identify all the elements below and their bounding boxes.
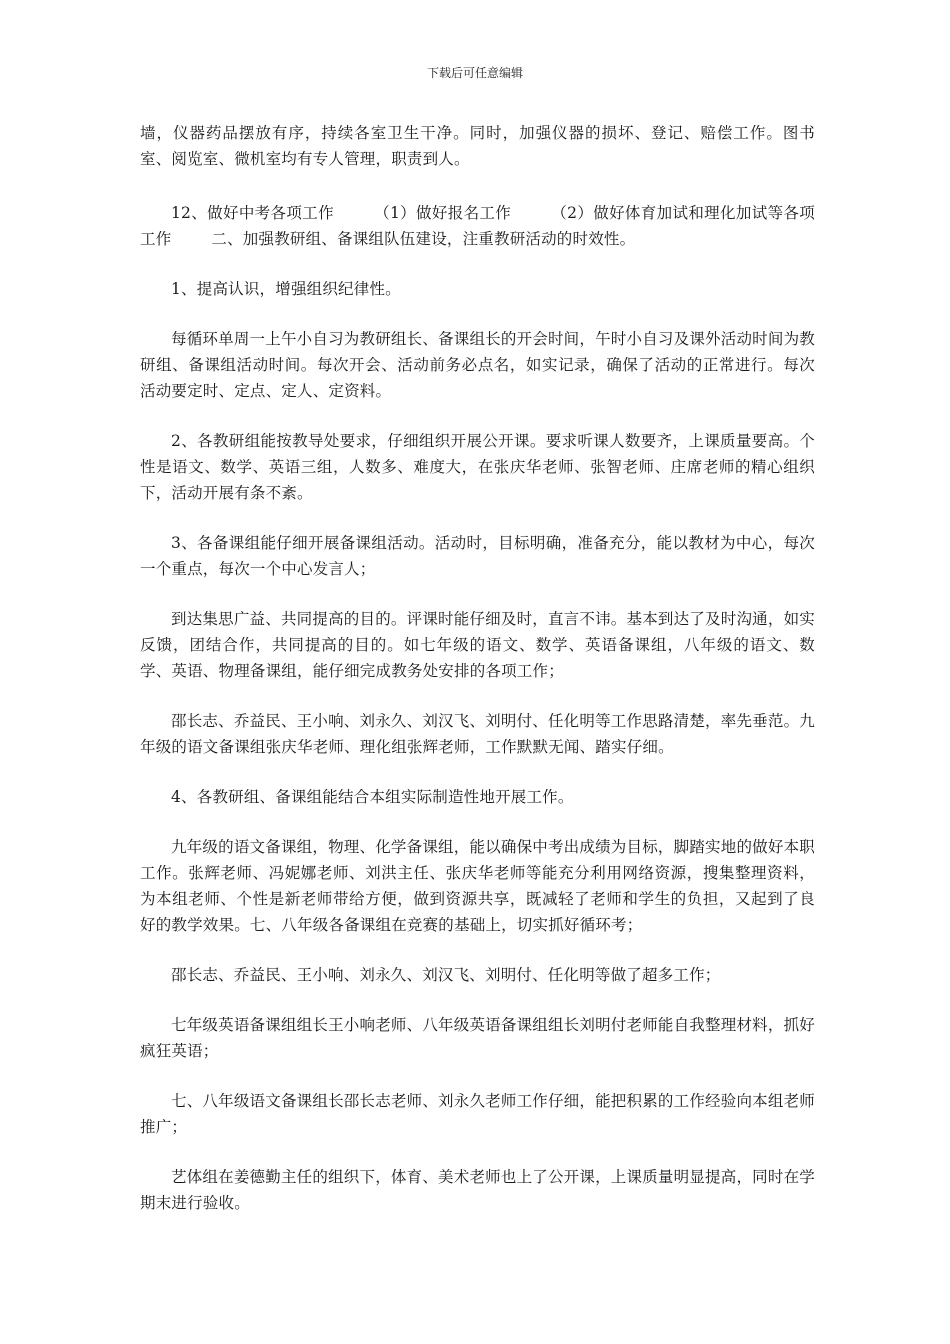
paragraph-meeting-schedule: 每循环单周一上午小自习为教研组长、备课组长的开会时间，午时小自习及课外活动时间为教研组、备课组活动时间。每次开会、活动前务必点名，如实记录，确保了活动的正常进行。每次活动要定时、定点、定人、定资料。 — [140, 330, 815, 400]
paragraph-grade9-groups: 九年级的语文备课组，物理、化学备课组，能以确保中考出成绩为目标，脚踏实地的做好本职工作。张辉老师、冯妮娜老师、刘洪主任、张庆华老师等能充分利用网络资源，搜集整理资料，为本组老师、个性是新老师带给方便，做到资源共享，既减轻了老师和学生的负担，又起到了良好的教学效果。七、八年级各备课组在竞赛的基础上，切实抓好循环考； — [140, 838, 815, 934]
paragraph-point-1: 1、提高认识，增强组织纪律性。 — [171, 280, 401, 298]
paragraph-teachers-list-1: 邵长志、乔益民、王小响、刘永久、刘汉飞、刘明付、任化明等工作思路清楚，率先垂范。九年级的语文备课组张庆华老师、理化组张辉老师，工作默默无闻、踏实仔细。 — [140, 712, 815, 756]
paragraph-english-groups: 七年级英语备课组组长王小响老师、八年级英语备课组组长刘明付老师能自我整理材料，抓好疯狂英语； — [140, 1016, 815, 1060]
page-header-note: 下载后可任意编辑 — [426, 66, 523, 80]
paragraph-arts-sports: 艺体组在姜德勤主任的组织下，体育、美术老师也上了公开课，上课质量明显提高，同时在学期末进行验收。 — [140, 1168, 815, 1212]
exam-registration: （1）做好报名工作 — [373, 204, 512, 222]
exam-work-heading: 12、做好中考各项工作 — [171, 204, 334, 222]
paragraph-exam-work — [140, 200, 815, 252]
document-body — [140, 120, 815, 1240]
paragraph-teachers-list-2: 邵长志、乔益民、王小响、刘永久、刘汉飞、刘明付、任化明等做了超多工作； — [171, 966, 721, 984]
paragraph-point-3: 3、各备课组能仔细开展备课组活动。活动时，目标明确，准备充分，能以教材为中心，每次一个重点，每次一个中心发言人； — [140, 534, 815, 578]
paragraph-collaboration: 到达集思广益、共同提高的目的。评课时能仔细及时，直言不讳。基本到达了及时沟通，如实反馈，团结合作，共同提高的目的。如七年级的语文、数学、英语备课组，八年级的语文、数学、英语、物理备课组，能仔细完成教务处安排的各项工作； — [140, 610, 815, 680]
section-two-heading: 二、加强教研组、备课组队伍建设，注重教研活动的时效性。 — [211, 230, 636, 248]
paragraph-chinese-groups: 七、八年级语文备课组长邵长志老师、刘永久老师工作仔细，能把积累的工作经验向本组老师推广； — [140, 1092, 815, 1136]
paragraph-lab-management: 墙，仪器药品摆放有序，持续各室卫生干净。同时，加强仪器的损坏、登记、赔偿工作。图书室、阅览室、微机室均有专人管理，职责到人。 — [140, 124, 815, 168]
exam-pe-science: （2）做好体育加试和理化加试等各项工作 — [140, 204, 815, 248]
paragraph-point-2: 2、各教研组能按教导处要求，仔细组织开展公开课。要求听课人数要齐，上课质量要高。个性是语文、数学、英语三组，人数多、难度大，在张庆华老师、张智老师、庄席老师的精心组织下，活动开展有条不紊。 — [140, 432, 815, 502]
paragraph-point-4: 4、各教研组、备课组能结合本组实际制造性地开展工作。 — [171, 788, 574, 806]
